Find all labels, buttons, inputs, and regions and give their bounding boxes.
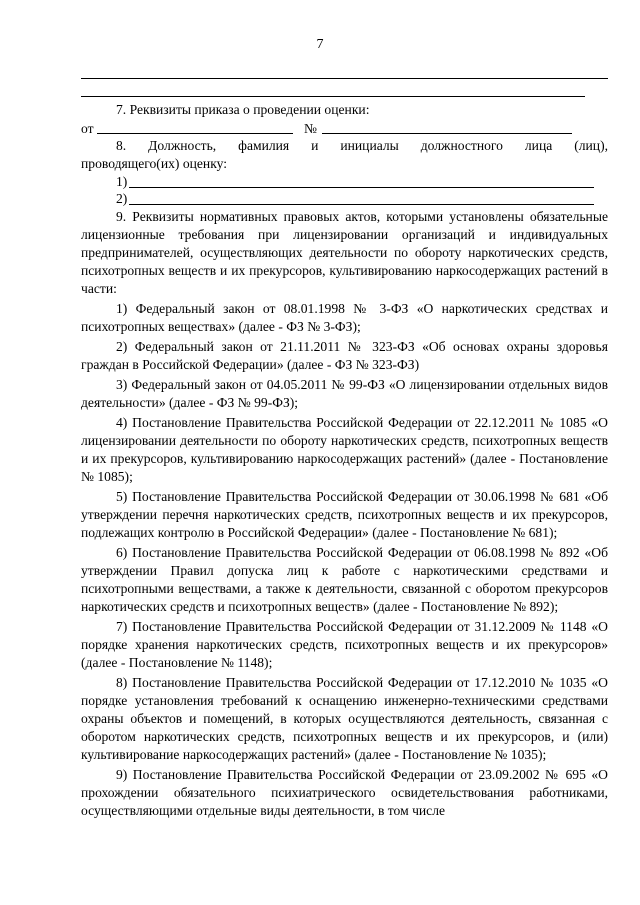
legal-act-9: 9) Постановление Правительства Российской Федерации от 23.09.2002 № 695 «О прохождении обязательного психиатрического освидетельствования работниками, осуществляющими отдельные виды деятельности, в том числе xyxy=(81,767,608,818)
item9-intro: 9. Реквизиты нормативных правовых актов, которыми установлены обязательные лицензионные требования при лицензировании организаций и индивидуальных предпринимателей, осуществляющих деятельности по обороту наркотических средств, психотропных веществ и их прекурсоров, культивированию наркосодержащих растений в части: xyxy=(81,209,608,296)
item8-line1: 8. Должность, фамилия и инициалы должностного лица (лиц), xyxy=(116,138,608,153)
item9-section xyxy=(81,208,608,822)
legal-act-5: 5) Постановление Правительства Российской Федерации от 30.06.1998 № 681 «Об утверждении перечня наркотических средств, психотропных веществ и их прекурсоров, подлежащих контролю в Российской Федерации» (далее - Постановление № 681); xyxy=(81,489,608,540)
legal-act-1: 1) Федеральный закон от 08.01.1998 № 3-ФЗ «О наркотических средствах и психотропных веществах» (далее - ФЗ № 3-ФЗ); xyxy=(81,301,608,334)
legal-act-3: 3) Федеральный закон от 04.05.2011 № 99-ФЗ «О лицензировании отдельных видов деятельности» (далее - ФЗ № 99-ФЗ); xyxy=(81,377,608,410)
official-entry-1: 1) xyxy=(116,174,128,189)
blank-line xyxy=(81,96,585,97)
order-number-blank xyxy=(322,133,572,134)
item8-line2: проводящего(их) оценку: xyxy=(81,156,228,171)
legal-act-2: 2) Федеральный закон от 21.11.2011 № 323-ФЗ «Об основах охраны здоровья граждан в Российской Федерации» (далее - ФЗ № 323-ФЗ) xyxy=(81,339,608,372)
item7-label: 7. Реквизиты приказа о проведении оценки: xyxy=(116,102,370,117)
legal-act-7: 7) Постановление Правительства Российской Федерации от 31.12.2009 № 1148 «О порядке хранения наркотических средств, психотропных веществ и их прекурсоров» (далее - Постановление № 1148); xyxy=(81,619,608,670)
order-number-sign: № xyxy=(304,121,317,136)
official-blank-2 xyxy=(129,204,594,205)
order-date-blank xyxy=(97,133,293,134)
legal-act-4: 4) Постановление Правительства Российской Федерации от 22.12.2011 № 1085 «О лицензировании деятельности по обороту наркотических средств, психотропных веществ и их прекурсоров, культивированию наркосодержащих растений» (далее - Постановление № 1085); xyxy=(81,415,608,484)
order-from-label: от xyxy=(81,121,94,136)
legal-act-8: 8) Постановление Правительства Российской Федерации от 17.12.2010 № 1035 «О порядке установления требований к оснащению инженерно-техническими средствами охраны объектов и помещений, в которых осуществляются деятельность, связанная с оборотом наркотических средств, психотропных веществ и их прекурсоров, и (или) культивирование наркосодержащих растений» (далее - Постановление № 1035); xyxy=(81,675,608,762)
official-entry-2: 2) xyxy=(116,191,128,206)
page-number: 7 xyxy=(316,37,324,52)
blank-line xyxy=(81,78,608,79)
legal-act-6: 6) Постановление Правительства Российской Федерации от 06.08.1998 № 892 «Об утверждении Правил допуска лиц к работе с наркотическими средствами и психотропными веществами, а также к деятельности, связанной с оборотом прекурсоров наркотических средств и психотропных веществ» (далее - Постановление № 892); xyxy=(81,545,608,614)
official-blank-1 xyxy=(129,187,594,188)
